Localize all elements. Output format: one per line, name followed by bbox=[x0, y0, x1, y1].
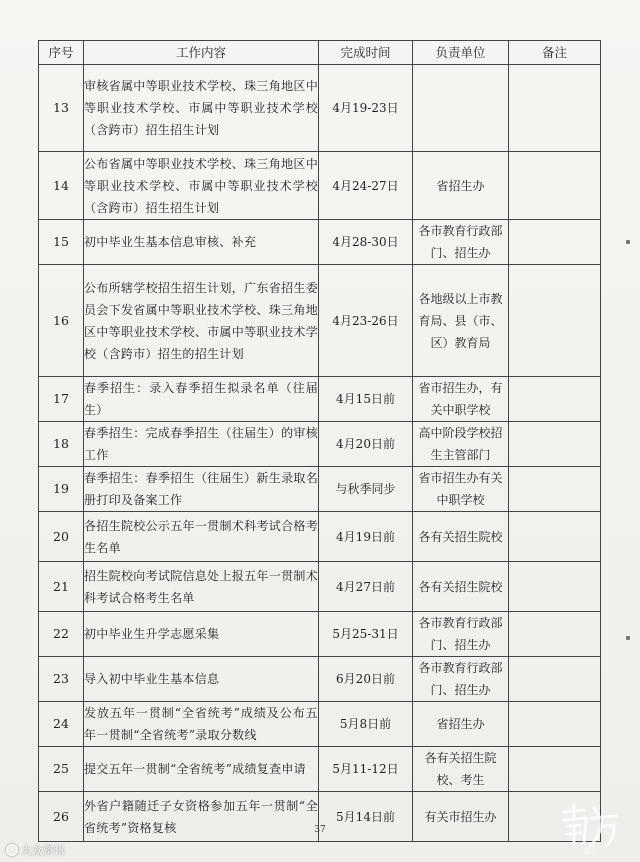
row-remark bbox=[509, 65, 601, 152]
row-time: 4月28-30日 bbox=[319, 220, 413, 265]
row-remark bbox=[509, 512, 601, 562]
row-number: 20 bbox=[39, 512, 84, 562]
scan-mark bbox=[626, 240, 630, 244]
row-remark bbox=[509, 562, 601, 612]
watermark-logo-icon bbox=[6, 844, 18, 856]
row-remark bbox=[509, 377, 601, 422]
table-row bbox=[39, 377, 601, 422]
watermark-right-logo bbox=[558, 798, 622, 854]
row-time: 5月8日前 bbox=[319, 702, 413, 747]
row-time: 6月20日前 bbox=[319, 657, 413, 702]
row-time: 5月25-31日 bbox=[319, 612, 413, 657]
watermark-left bbox=[6, 842, 65, 858]
table-row bbox=[39, 702, 601, 747]
table-row bbox=[39, 467, 601, 512]
table-row bbox=[39, 512, 601, 562]
row-number: 17 bbox=[39, 377, 84, 422]
row-unit: 各有关招生院校 bbox=[413, 562, 509, 612]
row-time: 与秋季同步 bbox=[319, 467, 413, 512]
row-time: 4月19日前 bbox=[319, 512, 413, 562]
header-remark: 备注 bbox=[509, 41, 601, 65]
table-row bbox=[39, 657, 601, 702]
row-number: 16 bbox=[39, 265, 84, 377]
row-unit: 有关市招生办 bbox=[413, 792, 509, 842]
row-time: 5月14日前 bbox=[319, 792, 413, 842]
row-time: 4月24-27日 bbox=[319, 152, 413, 220]
row-content: 提交五年一贯制“全省统考”成绩复查申请 bbox=[84, 747, 319, 792]
row-content: 初中毕业生升学志愿采集 bbox=[84, 612, 319, 657]
row-number: 23 bbox=[39, 657, 84, 702]
row-content: 初中毕业生基本信息审核、补充 bbox=[84, 220, 319, 265]
row-time: 4月23-26日 bbox=[319, 265, 413, 377]
row-number: 22 bbox=[39, 612, 84, 657]
row-content: 公布所辖学校招生招生计划，广东省招生委员会下发省属中等职业技术学校、珠三角地区中等职业技术学校、市属中等职业技术学校（含跨市）招生的招生计划 bbox=[84, 265, 319, 377]
watermark-right-text: 南方 bbox=[583, 847, 597, 854]
schedule-table bbox=[38, 40, 601, 842]
row-time: 4月15日前 bbox=[319, 377, 413, 422]
row-remark bbox=[509, 265, 601, 377]
table-row bbox=[39, 220, 601, 265]
table-row bbox=[39, 612, 601, 657]
row-time: 4月27日前 bbox=[319, 562, 413, 612]
watermark-left-text: 大众资讯 bbox=[21, 844, 65, 857]
row-unit bbox=[413, 65, 509, 152]
row-content: 公布省属中等职业技术学校、珠三角地区中等职业技术学校、市属中等职业技术学校（含跨市）招生招生计划 bbox=[84, 152, 319, 220]
row-unit: 省市招生办有关中职学校 bbox=[413, 467, 509, 512]
row-content: 各招生院校公示五年一贯制术科考试合格考生名单 bbox=[84, 512, 319, 562]
row-unit: 各有关招生院校、考生 bbox=[413, 747, 509, 792]
row-remark bbox=[509, 220, 601, 265]
row-time: 4月20日前 bbox=[319, 422, 413, 467]
row-unit: 各市教育行政部门、招生办 bbox=[413, 657, 509, 702]
row-remark bbox=[509, 657, 601, 702]
header-no: 序号 bbox=[39, 41, 84, 65]
row-content: 春季招生：完成春季招生（往届生）的审核工作 bbox=[84, 422, 319, 467]
row-unit: 省招生办 bbox=[413, 152, 509, 220]
row-unit: 省市招生办，有关中职学校 bbox=[413, 377, 509, 422]
table-row bbox=[39, 65, 601, 152]
row-time: 5月11-12日 bbox=[319, 747, 413, 792]
header-unit: 负责单位 bbox=[413, 41, 509, 65]
row-content: 春季招生：春季招生（往届生）新生录取名册打印及备案工作 bbox=[84, 467, 319, 512]
row-number: 18 bbox=[39, 422, 84, 467]
row-number: 15 bbox=[39, 220, 84, 265]
row-content: 发放五年一贯制“全省统考”成绩及公布五年一贯制“全省统考”录取分数线 bbox=[84, 702, 319, 747]
scan-mark bbox=[626, 636, 630, 640]
row-number: 19 bbox=[39, 467, 84, 512]
row-number: 13 bbox=[39, 65, 84, 152]
table-row bbox=[39, 422, 601, 467]
row-number: 25 bbox=[39, 747, 84, 792]
row-content: 导入初中毕业生基本信息 bbox=[84, 657, 319, 702]
row-number: 24 bbox=[39, 702, 84, 747]
row-content: 外省户籍随迁子女资格参加五年一贯制“全省统考”资格复核 bbox=[84, 792, 319, 842]
row-content: 审核省属中等职业技术学校、珠三角地区中等职业技术学校、市属中等职业技术学校（含跨市）招生招生计划 bbox=[84, 65, 319, 152]
row-unit: 各市教育行政部门、招生办 bbox=[413, 220, 509, 265]
row-remark bbox=[509, 612, 601, 657]
table-row bbox=[39, 747, 601, 792]
row-content: 招生院校向考试院信息处上报五年一贯制术科考试合格考生名单 bbox=[84, 562, 319, 612]
row-unit: 各市教育行政部门、招生办 bbox=[413, 612, 509, 657]
table-header-row bbox=[39, 41, 601, 65]
row-unit: 省招生办 bbox=[413, 702, 509, 747]
header-content: 工作内容 bbox=[84, 41, 319, 65]
row-number: 21 bbox=[39, 562, 84, 612]
row-time: 4月19-23日 bbox=[319, 65, 413, 152]
row-content: 春季招生：录入春季招生拟录名单（往届生） bbox=[84, 377, 319, 422]
page-number: 37 bbox=[314, 825, 326, 835]
row-remark bbox=[509, 702, 601, 747]
row-remark bbox=[509, 747, 601, 792]
row-remark bbox=[509, 422, 601, 467]
row-unit: 各地级以上市教育局、县（市、区）教育局 bbox=[413, 265, 509, 377]
table-row bbox=[39, 562, 601, 612]
row-remark bbox=[509, 152, 601, 220]
row-number: 26 bbox=[39, 792, 84, 842]
row-number: 14 bbox=[39, 152, 84, 220]
row-unit: 各有关招生院校 bbox=[413, 512, 509, 562]
table-row bbox=[39, 152, 601, 220]
table-row bbox=[39, 265, 601, 377]
row-unit: 高中阶段学校招生主管部门 bbox=[413, 422, 509, 467]
header-time: 完成时间 bbox=[319, 41, 413, 65]
row-remark bbox=[509, 467, 601, 512]
